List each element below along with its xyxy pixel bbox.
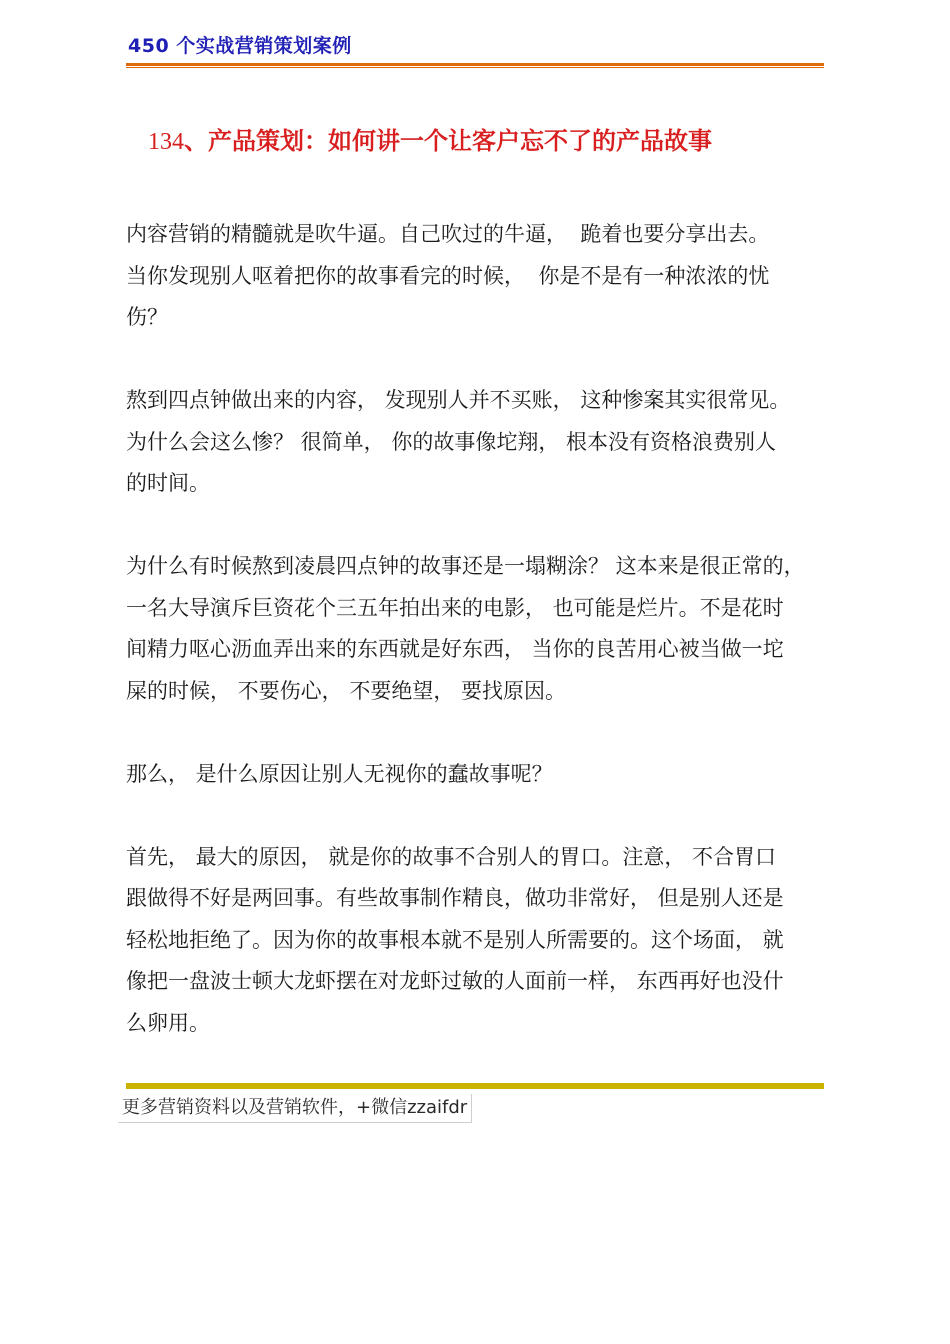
article-title-text: 、产品策划：如何讲一个让客户忘不了的产品故事: [184, 127, 712, 155]
page-header-title: 450 个实战营销策划案例: [128, 35, 352, 57]
header-divider: [126, 63, 824, 66]
paragraph: 那么， 是什么原因让别人无视你的蠢故事呢？: [126, 761, 553, 786]
footer-note: 更多营销资料以及营销软件，+微信zzaifdr: [118, 1094, 472, 1123]
paragraph: 内容营销的精髓就是吹牛逼。自己吹过的牛逼， 跪着也要分享出去。 当你发现别人呕着把你的故事看完的时候， 你是不是有一种浓浓的忧 伤？: [126, 222, 770, 329]
article-body: [126, 214, 856, 1086]
header-divider-thin: [126, 67, 824, 68]
article-number: 134: [148, 129, 184, 155]
paragraph: 熬到四点钟做出来的内容， 发现别人并不买账， 这种惨案其实很常见。 为什么会这么惨？ 很简单， 你的故事像坨翔， 根本没有资格浪费别人 的时间。: [126, 388, 791, 495]
paragraph: 首先， 最大的原因， 就是你的故事不合别人的胃口。注意， 不合胃口 跟做得不好是两回事。有些故事制作精良，做功非常好， 但是别人还是 轻松地拒绝了。因为你的故事根本就不是别人所需要的。这个场面， 就 像把一盘波士顿大龙虾摆在对龙虾过敏的人面前一样， 东西再好也没什 么卵用。: [126, 844, 784, 1035]
paragraph: 为什么有时候熬到凌晨四点钟的故事还是一塌糊涂？ 这本来是很正常的， 一名大导演斥巨资花个三五年拍出来的电影， 也可能是烂片。不是花时 间精力呕心沥血弄出来的东西就是好东西， 当你的良苦用心被当做一坨 屎的时候， 不要伤心， 不要绝望， 要找原因。: [126, 554, 805, 703]
article-title: [148, 121, 712, 156]
footer-divider: [126, 1083, 824, 1089]
